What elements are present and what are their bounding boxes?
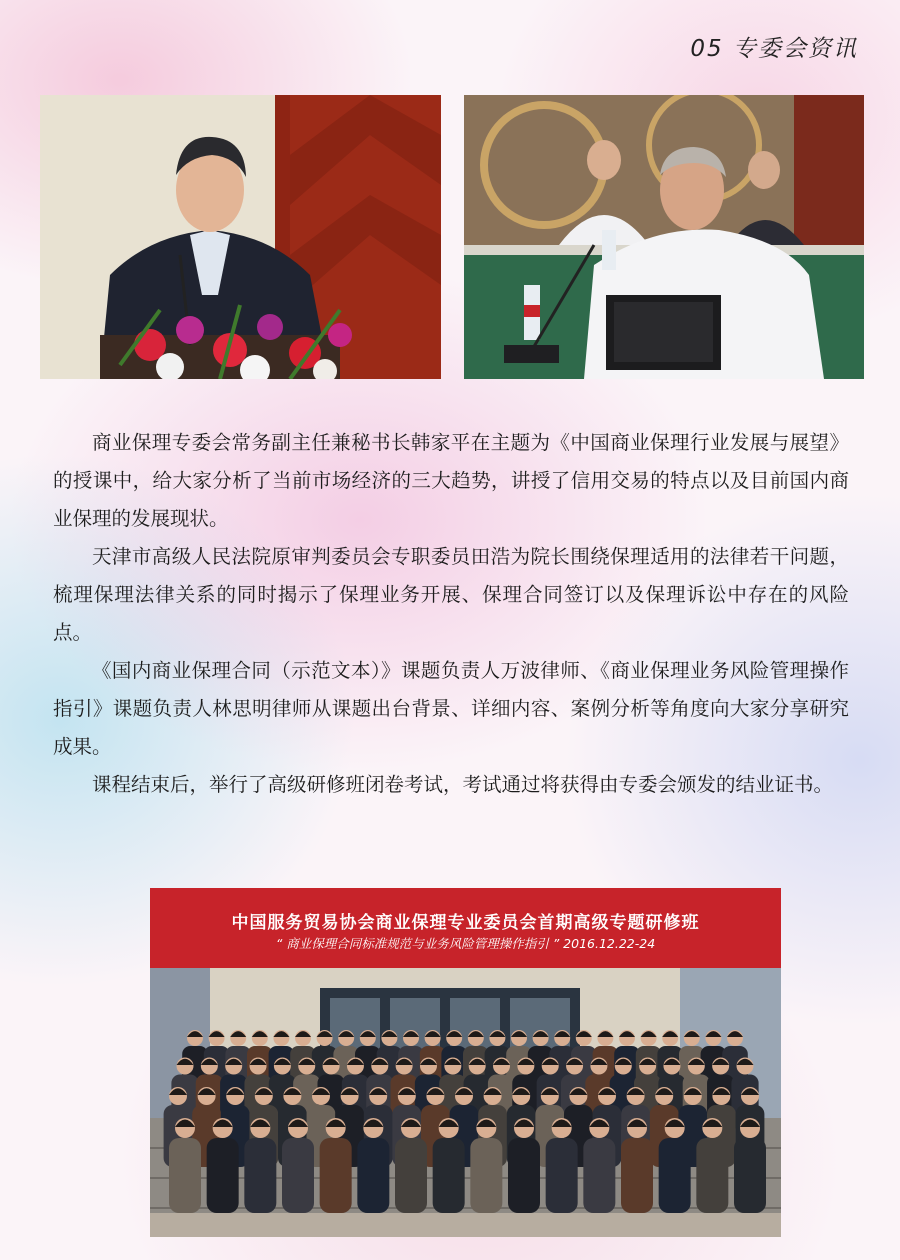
speaker-at-podium-photo xyxy=(40,95,441,379)
banner-title: 中国服务贸易协会商业保理专业委员会首期高级专题研修班 xyxy=(231,913,700,933)
page-header: 05 专委会资讯 xyxy=(690,36,858,62)
paragraph: 《国内商业保理合同（示范文本）》课题负责人万波律师、《商业保理业务风险管理操作指引》课题负责人林思明律师从课题出台背景、详细内容、案例分析等角度向大家分享研究成果。 xyxy=(53,659,849,758)
article-body xyxy=(53,424,849,804)
group-photo-scene xyxy=(150,968,781,1237)
lecturer-with-laptop-photo xyxy=(464,95,864,379)
paragraph: 天津市高级人民法院原审判委员会专职委员田浩为院长围绕保理适用的法律若干问题，梳理保理法律关系的同时揭示了保理业务开展、保理合同签订以及保理诉讼中存在的风险点。 xyxy=(53,545,849,644)
paragraph: 课程结束后，举行了高级研修班闭卷考试，考试通过将获得由专委会颁发的结业证书。 xyxy=(92,773,834,796)
paragraph: 商业保理专委会常务副主任兼秘书长韩家平在主题为《中国商业保理行业发展与展望》的授课中，给大家分析了当前市场经济的三大趋势，讲授了信用交易的特点以及目前国内商业保理的发展现状。 xyxy=(53,431,849,530)
banner-subtitle: “ 商业保理合同标准规范与业务风险管理操作指引 ” 2016.12.22-24 xyxy=(275,936,656,951)
group-photo-banner xyxy=(150,888,781,968)
group-photo xyxy=(150,888,781,1237)
